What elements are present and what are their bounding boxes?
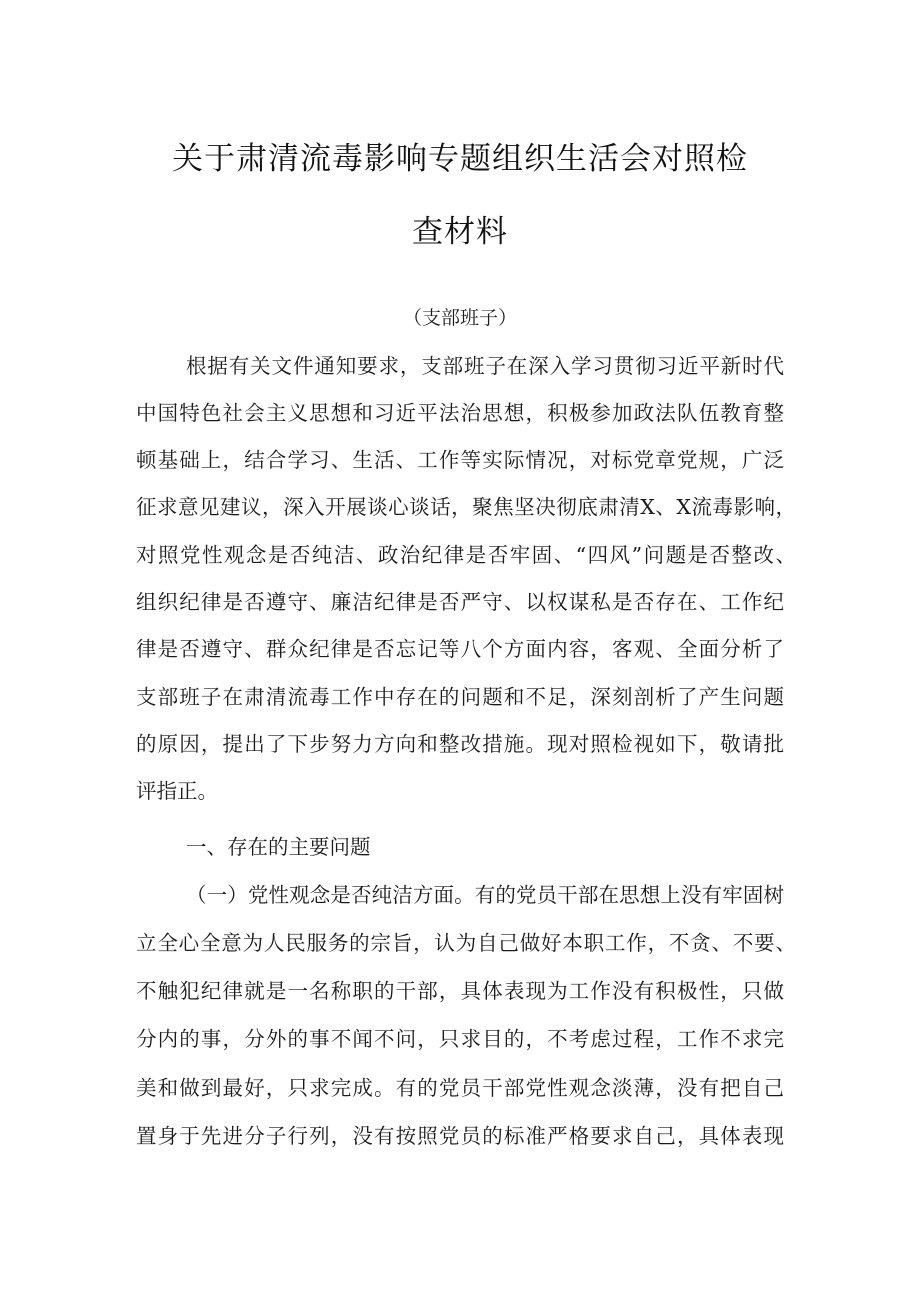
paragraph-line: （一）党性观念是否纯洁方面。有的党员干部在思想上没有牢固树	[186, 883, 784, 907]
paragraph-line: 征求意见建议，深入开展谈心谈话，聚焦坚决彻底肃清X、X流毒影响，	[136, 495, 796, 519]
paragraph-line: 置身于先进分子行列，没有按照党员的标准严格要求自己，具体表现	[136, 1124, 784, 1148]
document-title-line-1: 关于肃清流毒影响专题组织生活会对照检	[172, 141, 748, 177]
paragraph-line: 根据有关文件通知要求，支部班子在深入学习贯彻习近平新时代	[186, 354, 784, 378]
paragraph-line: 的原因，提出了下步努力方向和整改措施。现对照检视如下，敬请批	[136, 732, 784, 756]
paragraph-line: 支部班子在肃清流毒工作中存在的问题和不足，深刻剖析了产生问题	[136, 685, 784, 709]
document-title-line-2: 查材料	[412, 214, 508, 250]
paragraph-line: 评指正。	[136, 779, 218, 803]
paragraph-line: 中国特色社会主义思想和习近平法治思想，积极参加政法队伍教育整	[136, 401, 784, 425]
paragraph-line: 组织纪律是否遵守、廉洁纪律是否严守、以权谋私是否存在、工作纪	[136, 590, 784, 614]
paragraph-line: 顿基础上，结合学习、生活、工作等实际情况，对标党章党规，广泛	[136, 448, 784, 472]
paragraph-line: 不触犯纪律就是一名称职的干部，具体表现为工作没有积极性，只做	[136, 979, 784, 1003]
paragraph-line: 律是否遵守、群众纪律是否忘记等八个方面内容，客观、全面分析了	[136, 637, 784, 661]
paragraph-line: 立全心全意为人民服务的宗旨，认为自己做好本职工作，不贪、不要、	[136, 931, 796, 955]
paragraph-line: 美和做到最好，只求完成。有的党员干部党性观念淡薄，没有把自己	[136, 1076, 784, 1100]
document-subtitle: （支部班子）	[402, 307, 517, 329]
paragraph-line: 分内的事，分外的事不闻不问，只求目的，不考虑过程，工作不求完	[136, 1027, 784, 1051]
section-heading: 一、存在的主要问题	[186, 835, 371, 859]
paragraph-line: 对照党性观念是否纯洁、政治纪律是否牢固、“四风”问题是否整改、	[136, 543, 796, 567]
